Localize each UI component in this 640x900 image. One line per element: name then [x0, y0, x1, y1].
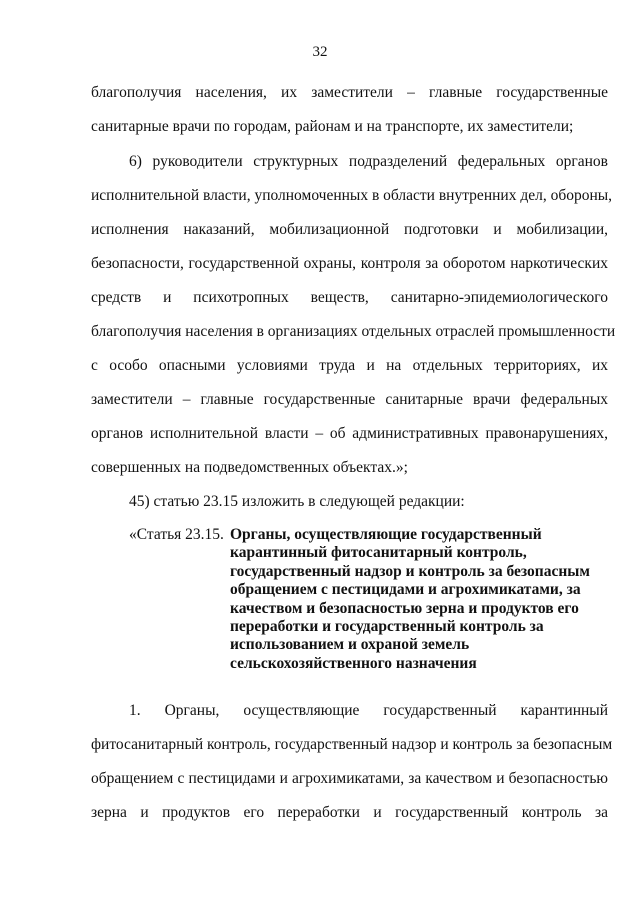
article-title — [230, 526, 590, 673]
text-line: благополучия населения, их заместители – главные государственные — [91, 84, 608, 101]
text-line: исполнительной власти, уполномоченных в области внутренних дел, обороны, — [91, 187, 613, 204]
text-line: 1. Органы, осуществляющие государственный карантинный — [129, 702, 608, 719]
text-line: зерна и продуктов его переработки и государственный контроль за — [91, 804, 608, 821]
text-line: благополучия населения в организациях отдельных отраслей промышленности — [91, 323, 616, 340]
text-line: фитосанитарный контроль, государственный надзор и контроль за безопасным — [91, 736, 613, 753]
text-line: средств и психотропных веществ, санитарно-эпидемиологического — [91, 289, 608, 306]
article-title-line: переработки и государственный контроль за — [230, 618, 544, 636]
text-line: 6) руководители структурных подразделений федеральных органов — [129, 153, 608, 170]
text-line: обращением с пестицидами и агрохимикатами, за качеством и безопасностью — [91, 770, 608, 787]
text-line: санитарные врачи по городам, районам и на транспорте, их заместители; — [91, 118, 574, 135]
text-line: 45) статью 23.15 изложить в следующей редакции: — [129, 493, 465, 510]
article-title-line: карантинный фитосанитарный контроль, — [230, 544, 527, 562]
article-title-line: государственный надзор и контроль за безопасным — [230, 562, 590, 580]
text-line: безопасности, государственной охраны, контроля за оборотом наркотических — [91, 255, 608, 272]
text-line: заместители – главные государственные санитарные врачи федеральных — [91, 391, 608, 408]
article-title-line: обращением с пестицидами и агрохимикатами, за — [230, 581, 581, 599]
article-title-line: Органы, осуществляющие государственный — [230, 526, 542, 543]
article-title-line: качеством и безопасностью зерна и продуктов его — [230, 599, 579, 617]
text-line: исполнения наказаний, мобилизационной подготовки и мобилизации, — [91, 221, 608, 238]
text-line: совершенных на подведомственных объектах.»; — [91, 459, 408, 476]
text-line: с особо опасными условиями труда и на отдельных территориях, их — [91, 357, 608, 374]
page-number: 32 — [312, 44, 328, 60]
article-label: «Статья 23.15. — [129, 526, 224, 543]
article-title-line: использованием и охраной земель — [230, 636, 470, 654]
text-line: органов исполнительной власти – об административных правонарушениях, — [91, 425, 608, 442]
article-title-line: сельскохозяйственного назначения — [230, 654, 477, 672]
